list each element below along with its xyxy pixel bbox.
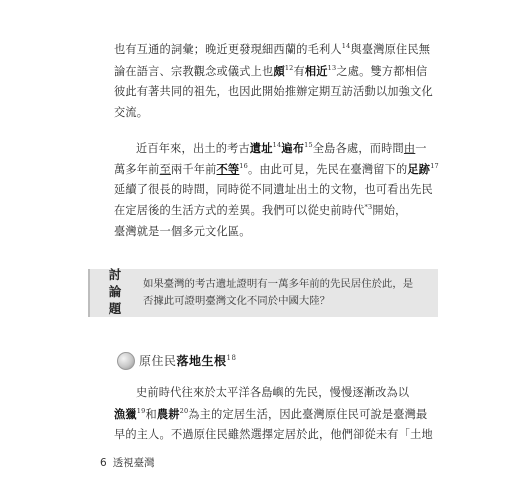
text: 開始， — [372, 204, 407, 217]
footnote-ref: 18 — [226, 354, 237, 362]
vocab-word: 遺址 — [249, 141, 273, 155]
footnote-ref: 14 — [272, 141, 282, 149]
footnote-ref: 13 — [327, 64, 337, 72]
page-number: 6 — [100, 457, 107, 469]
discussion-tag-char: 論 — [108, 284, 122, 299]
vocab-word: 遍布 — [281, 141, 305, 155]
footnote-ref: *3 — [364, 203, 373, 211]
paragraph-2-line-1 — [136, 141, 427, 156]
paragraph-2-line-5: 臺灣就是一個多元文化區。 — [114, 225, 251, 238]
discussion-tag-char: 討 — [108, 267, 122, 282]
footnote-ref: 16 — [239, 162, 248, 170]
paragraph-1-line-4: 交流。 — [114, 106, 149, 119]
text: 為主的定居生活，因此臺灣原住民可說是臺灣最 — [188, 408, 428, 421]
text: 在定居後的生活方式的差異。我們可以從史前時代 — [114, 204, 365, 217]
footnote-ref: 20 — [179, 407, 189, 415]
vocab-word: 落地生根 — [176, 354, 227, 368]
vocab-word: 頗 — [273, 64, 285, 78]
footnote-ref: 17 — [430, 162, 439, 170]
text: 原住民 — [139, 354, 177, 368]
text: 一 — [415, 142, 427, 155]
underlined-word: 至 — [159, 163, 171, 176]
text: 兩千年前 — [170, 163, 217, 176]
text: 有 — [293, 65, 305, 78]
paragraph-3-line-3: 早的主人。不過原住民雖然選擇定居於此，他們卻從未有「土地 — [114, 428, 433, 441]
book-title: 透視臺灣 — [112, 457, 155, 469]
text: 和 — [145, 408, 157, 421]
text: 與臺灣原住民無 — [350, 43, 431, 56]
footnote-ref: 15 — [304, 141, 313, 149]
paragraph-3-line-1: 史前時代往來於太平洋各島嶼的先民，慢慢逐漸改為以 — [136, 386, 410, 399]
paragraph-1-line-3: 彼此有著共同的祖先，也因此開始推辦定期互訪活動以加強文化 — [114, 85, 433, 98]
text: 萬多年前 — [114, 163, 160, 176]
vocab-word: 足跡 — [407, 162, 431, 176]
underlined-word: 由 — [403, 142, 416, 155]
vocab-word: 漁獵 — [114, 407, 137, 421]
text: 。由此可見，先民在臺灣留下的 — [247, 163, 408, 176]
footnote-ref: 14 — [341, 42, 351, 50]
discussion-tag — [106, 266, 124, 317]
discussion-tag-char: 題 — [108, 301, 122, 316]
text: 近百年來，出土的考古 — [136, 142, 250, 155]
paragraph-2-line-2 — [114, 162, 439, 177]
paragraph-1-line-1 — [114, 43, 430, 57]
vocab-word: 不等 — [216, 162, 240, 176]
page-footer — [100, 455, 155, 470]
footnote-ref: 12 — [284, 64, 294, 72]
paragraph-3-line-2 — [114, 407, 427, 422]
paragraph-1-line-2 — [114, 64, 427, 79]
section-title — [139, 352, 236, 369]
footnote-ref: 19 — [136, 407, 146, 415]
paragraph-2-line-3: 延續了很長的時間，同時從不同遺址出土的文物，也可看出先民 — [114, 183, 433, 196]
text: 之處。雙方都相信 — [336, 65, 428, 78]
vocab-word: 農耕 — [156, 407, 180, 421]
text: 也有互通的詞彙；晚近更發現細西蘭的毛利人 — [114, 43, 342, 56]
paragraph-2-line-4 — [114, 204, 407, 218]
text: 論在語言、宗教觀念或儀式上也 — [114, 65, 274, 78]
section-bullet-icon — [117, 352, 135, 370]
text: 全島各處，而時間 — [312, 142, 404, 155]
discussion-question-line-1: 如果臺灣的考古遺址證明有一萬多年前的先民居住於此，是 — [143, 278, 414, 290]
vocab-word: 相近 — [304, 64, 328, 78]
discussion-question-line-2: 否據此可證明臺灣文化不同於中國大陸？ — [143, 295, 331, 307]
